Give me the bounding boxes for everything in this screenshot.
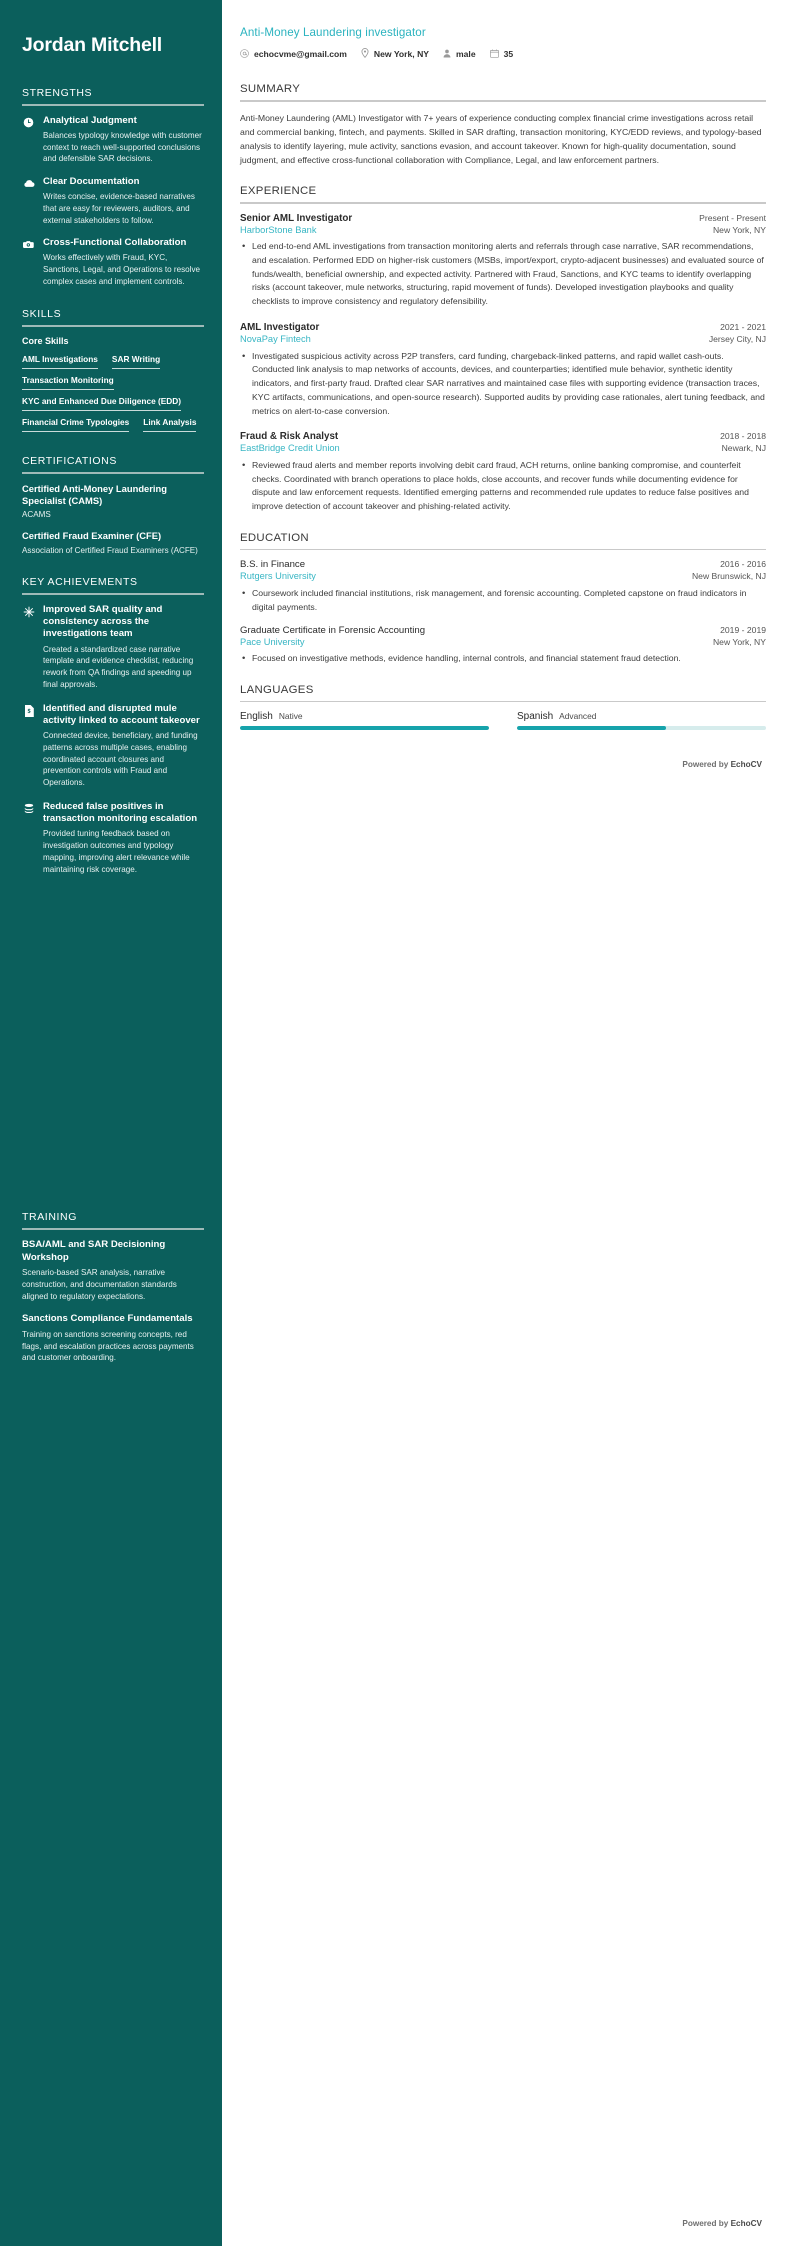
bullet: • Led end-to-end AML investigations from transaction monitoring alerts and referrals through case narrative, SAR recommendations, and escalation. Performed EDD on higher-risk customers (MSBs, import/export, crypto-adjacent businesses) and evaluated source of funds/wealth, beneficial ownership, and expected activity. Partnered with Fraud, Sanctions, and KYC teams to identify overlapping risks (account takeover, mule networks, structuring, rapid movement of funds). Developed investigation playbooks and quality checklists to improve consistency and regulatory defensibility. <box>240 240 766 309</box>
strength-item <box>22 115 204 165</box>
education-section <box>240 532 766 666</box>
contact-email-text: echocvme@gmail.com <box>254 49 347 59</box>
language-item <box>517 711 766 730</box>
experience-organization[interactable]: HarborStone Bank <box>240 224 317 235</box>
education-school[interactable]: Rutgers University <box>240 571 316 582</box>
divider <box>22 104 204 106</box>
experience-role: AML Investigator <box>240 321 320 333</box>
experience-role: Senior AML Investigator <box>240 212 353 224</box>
experience-role: Fraud & Risk Analyst <box>240 431 339 443</box>
achievement-title: Reduced false positives in transaction monitoring escalation <box>43 800 198 825</box>
strength-title: Analytical Judgment <box>43 115 137 126</box>
experience-organization[interactable]: NovaPay Fintech <box>240 333 311 344</box>
sidebar <box>0 0 222 2246</box>
education-location: New York, NY <box>712 636 766 647</box>
strength-item <box>22 176 204 226</box>
skills-group-label: Core Skills <box>22 335 69 346</box>
sparkle-icon <box>22 604 35 691</box>
experience-location: New York, NY <box>712 224 766 235</box>
database-icon <box>22 801 35 875</box>
experience-entry <box>240 431 766 514</box>
bullet: • Focused on investigative methods, evidence handling, internal controls, and financial statement fraud detection. <box>240 652 766 666</box>
contact-location[interactable] <box>361 45 429 63</box>
camera-icon <box>22 237 35 287</box>
achievement-description: Connected device, beneficiary, and funding patterns across multiple cases, enabling coordinated account closures and prevention controls with Fraud and Operations. <box>43 731 198 788</box>
divider <box>240 202 766 204</box>
powered-by-footer <box>240 760 766 769</box>
experience-section <box>240 185 766 514</box>
achievement-item <box>22 703 204 789</box>
calendar-icon <box>490 45 499 63</box>
education-location: New Brunswick, NJ <box>691 571 766 582</box>
person-icon <box>443 45 451 63</box>
languages-section <box>240 684 766 730</box>
achievement-title: Identified and disrupted mule activity linked to account takeover <box>43 702 200 726</box>
strengths-section <box>22 87 204 288</box>
powered-by-brand: EchoCV <box>730 760 762 770</box>
education-dates: 2016 - 2016 <box>720 559 766 570</box>
training-description: Training on sanctions screening concepts, red flags, and escalation practices across payments and customer onboarding. <box>22 1329 194 1363</box>
education-bullets <box>240 652 766 666</box>
strengths-heading: STRENGTHS <box>22 87 93 99</box>
achievement-description: Created a standardized case narrative template and evidence checklist, reducing rework from QA findings and speeding up final approvals. <box>43 644 194 689</box>
strength-item <box>22 237 204 287</box>
powered-by-brand: EchoCV <box>730 2219 762 2228</box>
language-level: Advanced <box>559 711 597 722</box>
divider <box>240 549 766 551</box>
skills-heading: SKILLS <box>22 307 62 320</box>
contact-age-text: 35 <box>503 49 514 59</box>
training-name: BSA/AML and SAR Decisioning Workshop <box>22 1239 166 1263</box>
language-name: English <box>240 711 273 723</box>
cloud-icon <box>22 176 35 226</box>
training-name: Sanctions Compliance Fundamentals <box>22 1313 193 1325</box>
skill-chip[interactable]: AML Investigations <box>22 351 98 369</box>
language-level: Native <box>278 711 303 722</box>
divider <box>22 325 204 327</box>
certification-item <box>22 483 204 521</box>
certification-item <box>22 530 204 556</box>
education-dates: 2019 - 2019 <box>720 624 766 635</box>
contact-gender-text: male <box>456 49 476 59</box>
main-content <box>222 0 794 2246</box>
certification-organization: ACAMS <box>22 510 51 519</box>
language-progress-track <box>517 726 766 730</box>
summary-section <box>240 83 766 167</box>
experience-entry <box>240 213 766 309</box>
powered-by-footer-bottom <box>682 2219 766 2228</box>
education-bullets <box>240 587 766 615</box>
training-item <box>22 1239 204 1302</box>
bullet: • Investigated suspicious activity across P2P transfers, card funding, chargeback-linked patterns, and rapid wallet cash-outs. Conducted link analysis to map networks of accounts, devices, and counterparties; identified mule behavior, synthetic identity indicators, and first-party fraud. Drafted clear SAR narratives and maintained case files with supporting evidence (transaction traces, KYC artifacts, communications, and open-source research). Supported audits by providing case rationales, alert tuning feedback, and metrics on alert-to-case conversion. <box>240 350 766 419</box>
key-achievements-heading: KEY ACHIEVEMENTS <box>22 575 138 588</box>
divider <box>240 701 766 703</box>
strength-description: Balances typology knowledge with customer context to reach well-supported conclusions and defensible SAR decisions. <box>43 130 202 164</box>
certification-name: Certified Anti-Money Laundering Specialist (CAMS) <box>22 482 167 506</box>
bullet: • Reviewed fraud alerts and member reports involving debit card fraud, ACH returns, online banking compromise, and counterfeit checks. Coordinated with branch operations to place holds, close accounts, and recover funds while documenting evidence for dispute and law enforcement requests. Identified emerging patterns and recommended rule updates to reduce false positives and improve detection of account takeover and phishing-related activity. <box>240 459 766 514</box>
certification-name: Certified Fraud Examiner (CFE) <box>22 530 162 542</box>
language-item <box>240 711 489 730</box>
location-pin-icon <box>361 45 369 63</box>
experience-dates: Present - Present <box>699 212 766 223</box>
language-progress-track <box>240 726 489 730</box>
contact-gender <box>443 45 476 63</box>
experience-dates: 2021 - 2021 <box>720 321 766 332</box>
contact-location-text: New York, NY <box>373 49 430 59</box>
contact-email[interactable] <box>240 45 347 63</box>
education-entry <box>240 625 766 666</box>
training-heading: TRAINING <box>22 1211 77 1224</box>
education-entry <box>240 559 766 614</box>
achievement-item <box>22 801 204 875</box>
education-school[interactable]: Pace University <box>240 636 305 647</box>
powered-by-prefix: Powered by <box>682 760 731 770</box>
experience-location: Jersey City, NJ <box>708 333 766 344</box>
experience-heading: EXPERIENCE <box>240 184 317 197</box>
training-description: Scenario-based SAR analysis, narrative construction, and documentation standards aligned to regulatory expectations. <box>22 1268 177 1301</box>
contact-row <box>240 45 766 63</box>
strength-title: Cross-Functional Collaboration <box>43 237 187 249</box>
education-degree: Graduate Certificate in Forensic Accounting <box>240 624 426 636</box>
skills-section <box>22 308 204 435</box>
email-icon <box>240 45 249 63</box>
language-name: Spanish <box>517 711 554 723</box>
education-degree: B.S. in Finance <box>240 559 306 571</box>
divider <box>22 593 204 595</box>
language-progress-fill <box>240 726 489 730</box>
languages-heading: LANGUAGES <box>240 683 314 696</box>
strength-description: Writes concise, evidence-based narratives that are easy for reviewers, auditors, and external stakeholders to follow. <box>43 192 195 225</box>
summary-text: Anti-Money Laundering (AML) Investigator with 7+ years of experience conducting complex financial crime investigations across retail and commercial banking, fintech, and payments. Skilled in SAR drafting, transaction monitoring, KYC/EDD reviews, and typology-based analysis to identify layering, mule activity, sanctions evasion, and account takeover. Known for high-quality documentation, sound judgment, and effective cross-functional collaboration with Compliance, Legal, and law enforcement partners. <box>240 112 762 165</box>
skill-chip[interactable]: Financial Crime Typologies <box>22 414 129 432</box>
bullet: • Coursework included financial institutions, risk management, and forensic accounting. Completed capstone on fraud indicators in digital payments. <box>240 587 766 615</box>
certification-organization: Association of Certified Fraud Examiners (ACFE) <box>22 545 198 555</box>
powered-by-prefix: Powered by <box>682 2219 731 2228</box>
divider <box>22 472 204 474</box>
skill-chip[interactable]: KYC and Enhanced Due Diligence (EDD) <box>22 393 181 411</box>
divider <box>240 100 766 102</box>
strength-description: Works effectively with Fraud, KYC, Sanctions, Legal, and Operations to resolve complex cases and implement controls. <box>43 253 201 286</box>
experience-bullets <box>240 350 766 419</box>
certifications-section <box>22 455 204 556</box>
job-title-headline: Anti-Money Laundering investigator <box>240 26 426 39</box>
skill-chip[interactable]: Transaction Monitoring <box>22 372 114 390</box>
contact-age <box>490 45 514 63</box>
language-list <box>240 711 766 730</box>
training-section <box>22 1211 204 1364</box>
training-item <box>22 1313 204 1364</box>
skill-chip[interactable]: Link Analysis <box>143 414 196 432</box>
candidate-name: Jordan Mitchell <box>22 34 163 56</box>
strength-title: Clear Documentation <box>43 176 140 188</box>
experience-bullets <box>240 240 766 309</box>
key-achievements-section <box>22 576 204 875</box>
experience-location: Newark, NJ <box>721 443 766 454</box>
achievement-title: Improved SAR quality and consistency across the investigations team <box>43 603 163 640</box>
summary-heading: SUMMARY <box>240 83 301 95</box>
achievement-description: Provided tuning feedback based on investigation outcomes and typology mapping, improving alert relevance while maintaining risk coverage. <box>43 829 190 874</box>
language-progress-fill <box>517 726 666 730</box>
experience-entry <box>240 322 766 418</box>
divider <box>22 1228 204 1230</box>
certifications-heading: CERTIFICATIONS <box>22 454 117 467</box>
experience-dates: 2018 - 2018 <box>720 431 766 442</box>
education-heading: EDUCATION <box>240 531 309 544</box>
experience-bullets <box>240 459 766 514</box>
skill-chip[interactable]: SAR Writing <box>112 351 160 369</box>
skill-chip-list <box>22 351 204 435</box>
experience-organization[interactable]: EastBridge Credit Union <box>240 443 340 454</box>
achievement-item <box>22 604 204 691</box>
clock-icon <box>22 115 35 165</box>
document-icon <box>22 703 35 789</box>
